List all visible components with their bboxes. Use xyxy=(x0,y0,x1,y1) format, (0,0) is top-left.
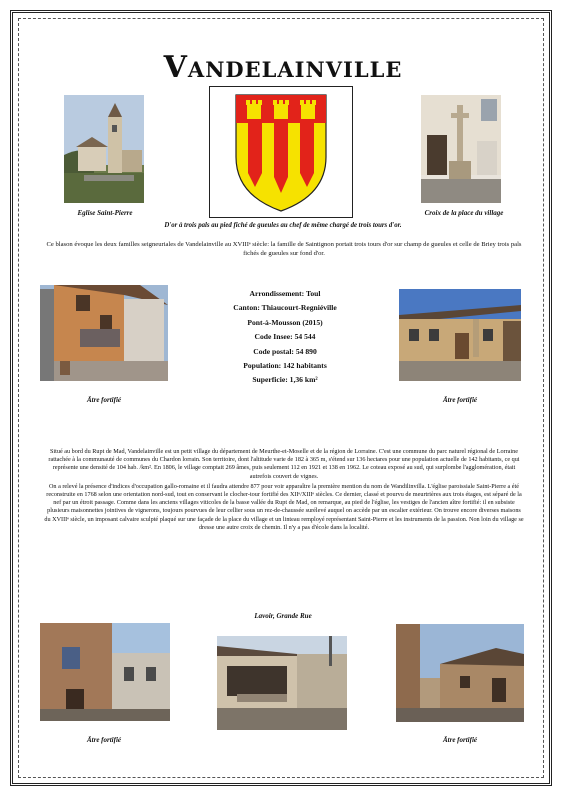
info-code-postal: Code postal: 54 890 xyxy=(253,346,317,356)
caption-mid-right: Ätre fortifié xyxy=(442,396,478,404)
photo-aitre-fortifie-2 xyxy=(399,289,521,381)
blazon-explanation: Ce blason évoque les deux familles seigneuriales de Vandelainville au XVIIIᵉ siècle: la famille de Saintignon portait trois tours d'or sur champ de gueules et celle de Briey trois pals fichés de gueules sur fond d'or. xyxy=(46,241,522,257)
photo-eglise-saint-pierre xyxy=(64,95,144,203)
caption-lavoir: Lavoir, Grande Rue xyxy=(254,612,312,620)
page-title: Vandelainville xyxy=(163,50,403,85)
info-code-insee: Code Insee: 54 544 xyxy=(254,332,316,342)
caption-bottom-right: Ätre fortifié xyxy=(442,736,478,744)
commune-info xyxy=(200,287,370,388)
caption-bottom-left: Ätre fortifié xyxy=(86,736,122,744)
paragraph-1: Situé au bord du Rupt de Mad, Vandelainville est un petit village du département de Meurthe-et-Moselle et de la région de Lorraine. C'est une commune du parc naturel régional de Lorraine rattachée à la communauté de communes du Chardon lorrain. Son territoire, dont l'altitude varie de 182 à 365 m, s'étend sur 136 hectares pour une population actuelle de 142 habitants, ce qui représente une densité de 104 hab. /km². En 1806, le village comptait 269 âmes, puis seulement 112 en 1921 et 138 en 1962. Le coteau exposé au sud, qui surplombe l'agglomération, était autrefois couvert de vignes. xyxy=(48,448,520,480)
photo-croix-place xyxy=(421,95,501,203)
info-superficie: Superficie: 1,36 km² xyxy=(252,375,318,385)
article-body xyxy=(44,448,524,534)
photo-aitre-fortifie-1 xyxy=(40,285,168,381)
blazon-frame xyxy=(209,86,353,218)
info-arrondissement: Arrondissement: Toul xyxy=(249,289,321,298)
photo-aitre-fortifie-3 xyxy=(40,623,170,721)
info-region: Pont-à-Mousson (2015) xyxy=(247,317,323,327)
coat-of-arms-icon xyxy=(210,87,352,217)
info-population: Population: 142 habitants xyxy=(243,361,327,371)
photo-aitre-fortifie-4 xyxy=(396,624,524,722)
photo-lavoir xyxy=(217,636,347,730)
caption-mid-left: Ätre fortifié xyxy=(86,396,122,404)
caption-top-right: Croix de la place du village xyxy=(424,209,504,217)
blazon-description: D'or à trois pals au pied fiché de gueules au chef de même chargé de trois tours d'or. xyxy=(164,222,402,229)
caption-top-left: Eglise Saint-Pierre xyxy=(77,209,133,217)
info-canton: Canton: Thiaucourt-Regniéville xyxy=(233,303,337,313)
paragraph-2: On a relevé la présence d'indices d'occupation gallo-romaine et il faudra attendre 877 pour voir apparaître la première mention du nom de Wandilinvilla. L'église paroissiale Saint-Pierre a été reconstruite en 1768 selon une orientation nord-sud, tout en conservant le clocher-tour fortifié des XIIᵉ/XIIIᵉ siècles. Ce dernier, classé et pourvu de meurtrières aux trois étages, est séparé de la nef par un étroit passage. Comme dans les anciens villages viticoles de la basse vallée du Rupt de Mad, on remarque, au pied de l'église, les vestiges de l'ancien aître fortifié: il en subsiste plusieurs maisonnettes jointives de vignerons, toujours pourvues de leur cellier sous un rez-de-chaussée surélevé auquel on accède par un escalier extérieur. On trouve encore diverses maisons du XVIIIᵉ siècle, un imposant calvaire sculpté plaqué sur une façade de la place du village et un linteau remployé représentant Saint-Pierre et les instruments de la passion. Non loin du village se dresse une autre croix de chemin. Il n'y a pas d'école dans la localité. xyxy=(44,482,524,531)
